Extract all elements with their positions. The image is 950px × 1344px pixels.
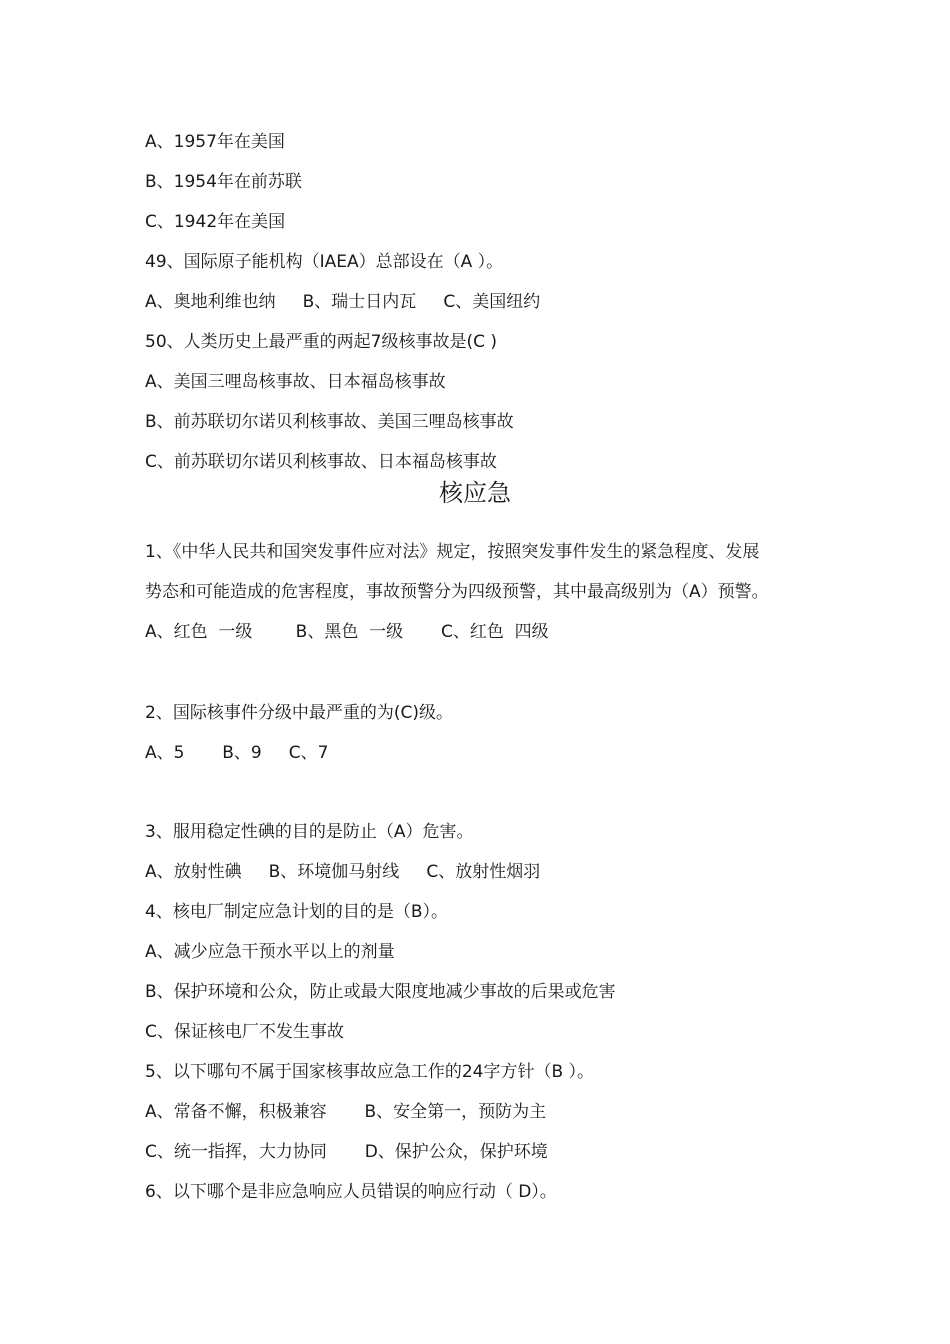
option-line: A、放射性碘 B、环境伽马射线 C、放射性烟羽 — [145, 862, 541, 882]
question-50: 50、人类历史上最严重的两起7级核事故是(C ) — [145, 332, 497, 352]
question-5: 5、以下哪句不属于国家核事故应急工作的24字方针（B ）。 — [145, 1062, 595, 1082]
question-3: 3、服用稳定性碘的目的是防止（A）危害。 — [145, 822, 474, 842]
question-1-continued: 势态和可能造成的危害程度，事故预警分为四级预警，其中最高级别为（A）预警。 — [145, 582, 769, 602]
option-line: C、统一指挥，大力协同 D、保护公众，保护环境 — [145, 1142, 548, 1162]
option-line: A、美国三哩岛核事故、日本福岛核事故 — [145, 372, 446, 392]
option-line: B、1954年在前苏联 — [145, 172, 302, 192]
question-6: 6、以下哪个是非应急响应人员错误的响应行动（ D）。 — [145, 1182, 557, 1202]
option-line: A、1957年在美国 — [145, 132, 285, 152]
option-line: C、前苏联切尔诺贝利核事故、日本福岛核事故 — [145, 452, 497, 472]
section-title: 核应急 — [439, 479, 511, 507]
option-line: B、前苏联切尔诺贝利核事故、美国三哩岛核事故 — [145, 412, 514, 432]
option-line: A、5 B、9 C、7 — [145, 743, 329, 763]
option-line: A、常备不懈，积极兼容 B、安全第一，预防为主 — [145, 1102, 547, 1122]
question-4: 4、核电厂制定应急计划的目的是（B）。 — [145, 902, 448, 922]
option-line: A、减少应急干预水平以上的剂量 — [145, 942, 395, 962]
option-line: A、奥地利维也纳 B、瑞士日内瓦 C、美国纽约 — [145, 292, 541, 312]
question-49: 49、国际原子能机构（IAEA）总部设在（A ）。 — [145, 252, 504, 272]
question-1: 1、《中华人民共和国突发事件应对法》规定，按照突发事件发生的紧急程度、发展 — [145, 542, 760, 562]
option-line: C、1942年在美国 — [145, 212, 286, 232]
option-line: B、保护环境和公众，防止或最大限度地减少事故的后果或危害 — [145, 982, 616, 1002]
option-line: A、红色 一级 B、黑色 一级 C、红色 四级 — [145, 622, 549, 642]
option-line: C、保证核电厂不发生事故 — [145, 1022, 344, 1042]
question-2: 2、国际核事件分级中最严重的为(C)级。 — [145, 703, 453, 723]
